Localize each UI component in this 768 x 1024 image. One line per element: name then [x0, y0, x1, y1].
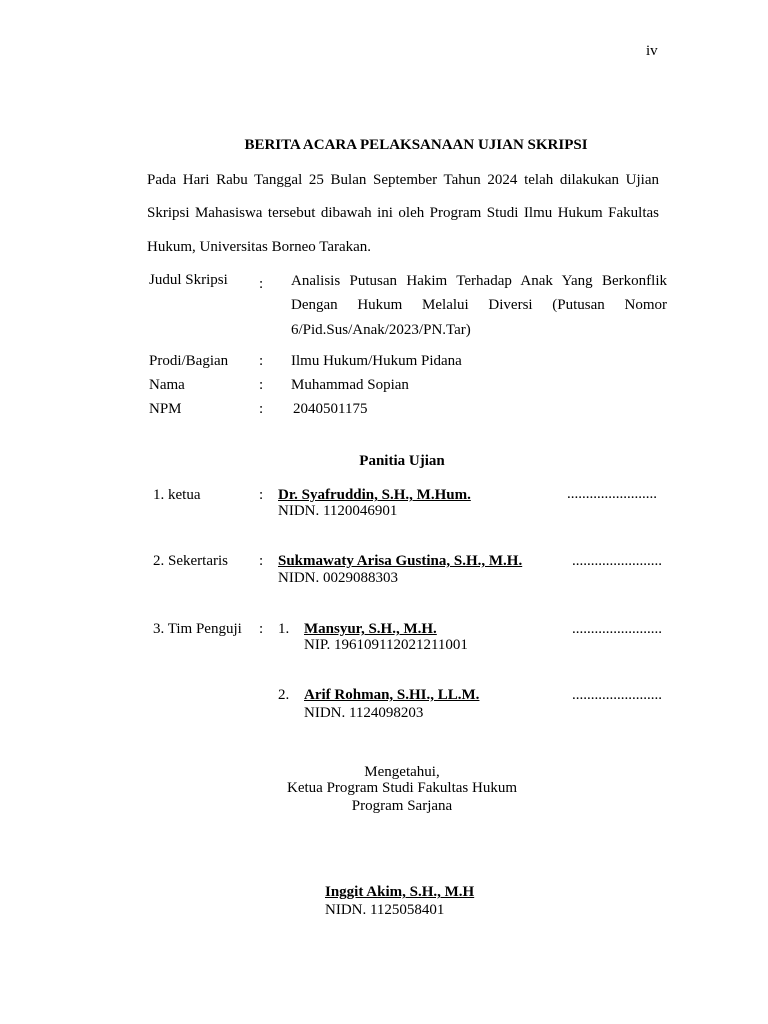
ketua-id: NIDN. 1120046901 — [278, 503, 398, 519]
penguji-1-signature-line: ........................ — [572, 621, 662, 637]
sekertaris-colon: : — [259, 553, 264, 569]
approval-line-3: Program Sarjana — [351, 798, 453, 814]
penguji-label: 3. Tim Penguji — [153, 621, 242, 637]
nama-label: Nama — [149, 377, 185, 393]
npm-label: NPM — [149, 401, 182, 417]
judul-label: Judul Skripsi — [149, 272, 228, 288]
sekertaris-name: Sukmawaty Arisa Gustina, S.H., M.H. — [278, 553, 523, 569]
npm-colon: : — [259, 401, 264, 417]
nama-colon: : — [259, 377, 264, 393]
penguji-1-name: Mansyur, S.H., M.H. — [304, 621, 437, 637]
ketua-name: Dr. Syafruddin, S.H., M.Hum. — [278, 487, 471, 503]
prodi-label: Prodi/Bagian — [149, 353, 229, 369]
judul-line-2: Dengan Hukum Melalui Diversi (Putusan Nomor — [291, 297, 667, 313]
nama-value: Muhammad Sopian — [291, 377, 409, 393]
penguji-2-number: 2. — [278, 687, 290, 703]
sekertaris-label: 2. Sekertaris — [153, 553, 228, 569]
page-number: iv — [646, 43, 658, 59]
sekertaris-signature-line: ........................ — [572, 553, 662, 569]
sekertaris-id: NIDN. 0029088303 — [278, 570, 398, 586]
judul-colon: : — [259, 276, 264, 292]
approval-line-1: Mengetahui, — [364, 764, 440, 780]
penguji-2-signature-line: ........................ — [572, 687, 662, 703]
ketua-colon: : — [259, 487, 264, 503]
prodi-colon: : — [259, 353, 264, 369]
intro-line-3: Hukum, Universitas Borneo Tarakan. — [147, 239, 372, 255]
committee-heading: Panitia Ujian — [359, 453, 445, 469]
intro-line-1: Pada Hari Rabu Tanggal 25 Bulan September Tahun 2024 telah dilakukan Ujian — [147, 172, 659, 188]
approval-line-2: Ketua Program Studi Fakultas Hukum — [287, 780, 517, 796]
penguji-2-id: NIDN. 1124098203 — [304, 705, 424, 721]
penguji-2-name: Arif Rohman, S.HI., LL.M. — [304, 687, 480, 703]
judul-line-3: 6/Pid.Sus/Anak/2023/PN.Tar) — [291, 322, 471, 338]
ketua-label: 1. ketua — [153, 487, 201, 503]
penguji-colon: : — [259, 621, 264, 637]
approval-id: NIDN. 1125058401 — [325, 902, 445, 918]
judul-line-1: Analisis Putusan Hakim Terhadap Anak Yang Berkonflik — [291, 273, 667, 289]
prodi-value: Ilmu Hukum/Hukum Pidana — [291, 353, 462, 369]
npm-value: 2040501175 — [293, 401, 368, 417]
intro-line-2: Skripsi Mahasiswa tersebut dibawah ini oleh Program Studi Ilmu Hukum Fakultas — [147, 205, 659, 221]
ketua-signature-line: ........................ — [567, 486, 657, 502]
document-title: BERITA ACARA PELAKSANAAN UJIAN SKRIPSI — [244, 137, 588, 153]
penguji-1-id: NIP. 196109112021211001 — [304, 637, 468, 653]
penguji-1-number: 1. — [278, 621, 290, 637]
approval-name: Inggit Akim, S.H., M.H — [325, 884, 475, 900]
